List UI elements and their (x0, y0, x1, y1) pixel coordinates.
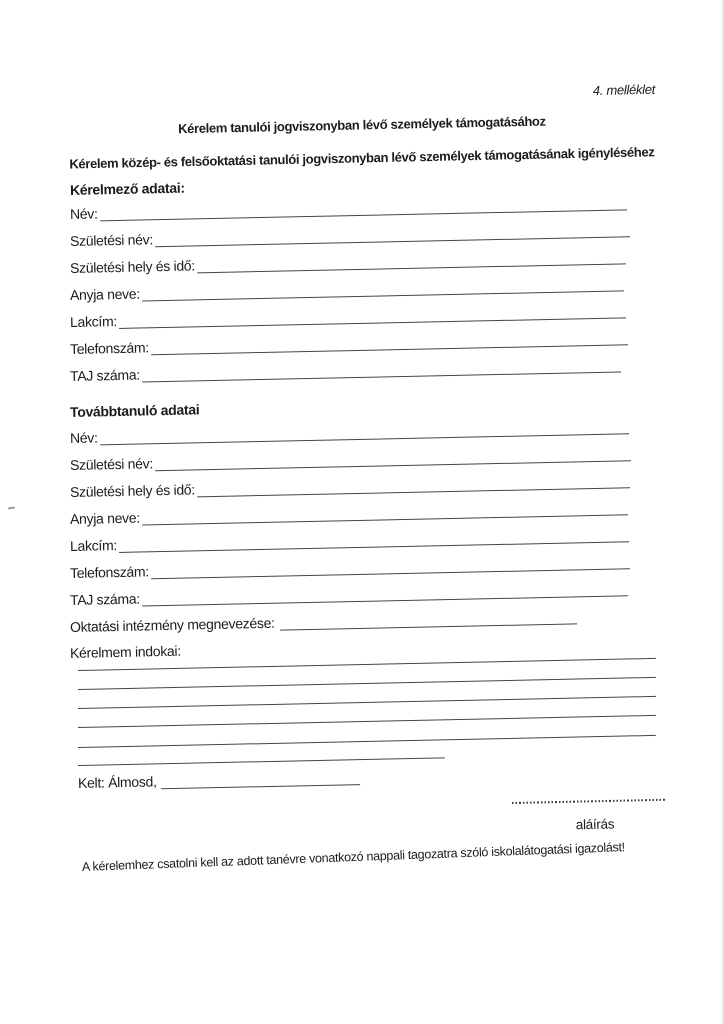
field-label-oktatasi-intezmeny: Oktatási intézmény megnevezése: (69, 614, 275, 635)
field-label-telefonszam: Telefonszám: (69, 339, 150, 357)
field-label-lakcim: Lakcím: (69, 537, 118, 554)
ruled-line (78, 696, 656, 709)
form-title: Kérelem tanulói jogviszonyban lévő személyek támogatásához (177, 113, 546, 137)
ruled-line (78, 658, 656, 671)
form-field-row (70, 470, 630, 501)
fill-in-line (142, 371, 621, 382)
form-field-row (70, 354, 621, 385)
form-field-row (70, 551, 630, 582)
form-field-row (70, 273, 624, 304)
form-field-row (70, 219, 630, 250)
form-field-row (70, 416, 629, 447)
annex-label: 4. melléklet (592, 81, 656, 99)
form-field-row (70, 497, 628, 528)
fill-in-line (142, 514, 628, 525)
form-field-row (70, 524, 629, 555)
form-subtitle: Kérelem közép- és felsőoktatási tanulói jogviszonyban lévő személyek támogatásának igényléséhez (69, 144, 655, 172)
signature-dotted-line (512, 799, 665, 804)
ruled-line (78, 715, 656, 728)
date-label: Kelt: Álmosd, (77, 773, 157, 791)
field-label-nev: Név: (69, 429, 98, 446)
form-field-row (70, 578, 628, 609)
field-label-taj-szama: TAJ száma: (69, 590, 141, 608)
field-label-lakcim: Lakcím: (69, 313, 118, 330)
form-field-row (70, 246, 626, 277)
field-label-szuletesi-hely-ido: Születési hely és idő: (69, 257, 196, 276)
fill-in-line (119, 541, 629, 553)
fill-in-line (100, 209, 627, 221)
field-label-anyja-neve: Anyja neve: (69, 285, 141, 303)
fill-in-line (155, 460, 631, 471)
date-fill-line (161, 784, 360, 789)
date-row (78, 767, 360, 792)
field-label-anyja-neve: Anyja neve: (69, 509, 141, 527)
form-field-row (70, 327, 628, 358)
fill-in-line (155, 236, 630, 247)
field-label-telefonszam: Telefonszám: (69, 563, 150, 581)
fill-in-line (197, 263, 626, 273)
form-field-row (70, 443, 631, 474)
fill-in-line (119, 317, 626, 329)
signature-label: aláírás (575, 816, 615, 833)
fill-in-line (100, 433, 629, 445)
field-label-nev: Név: (69, 205, 98, 222)
form-field-row (70, 192, 627, 223)
fill-in-line (197, 487, 630, 497)
applicant-section-heading: Kérelmező adatai: (69, 179, 185, 198)
field-label-taj-szama: TAJ száma: (69, 366, 141, 384)
field-label-szuletesi-nev: Születési név: (69, 455, 154, 473)
fill-in-line (280, 623, 577, 630)
field-label-szuletesi-nev: Születési név: (69, 231, 154, 249)
reasons-section-heading: Kérelmem indokai: (69, 642, 181, 661)
ruled-line-short (78, 757, 445, 766)
field-label-szuletesi-hely-ido: Születési hely és idő: (69, 481, 196, 500)
fill-in-line (142, 595, 628, 606)
ruled-line (78, 677, 656, 690)
fill-in-line (151, 344, 628, 355)
scan-speck-artifact (8, 507, 15, 510)
student-section-heading: Továbbtanuló adatai (69, 401, 200, 420)
form-field-row (70, 300, 626, 331)
ruled-line (78, 735, 656, 748)
fill-in-line (151, 568, 630, 579)
attachment-note: A kérelemhez csatolni kell az adott tanévre vonatkozó nappali tagozatra szóló iskolalátogatási igazolást! (81, 840, 626, 874)
form-field-row (70, 606, 577, 636)
fill-in-line (142, 290, 624, 301)
